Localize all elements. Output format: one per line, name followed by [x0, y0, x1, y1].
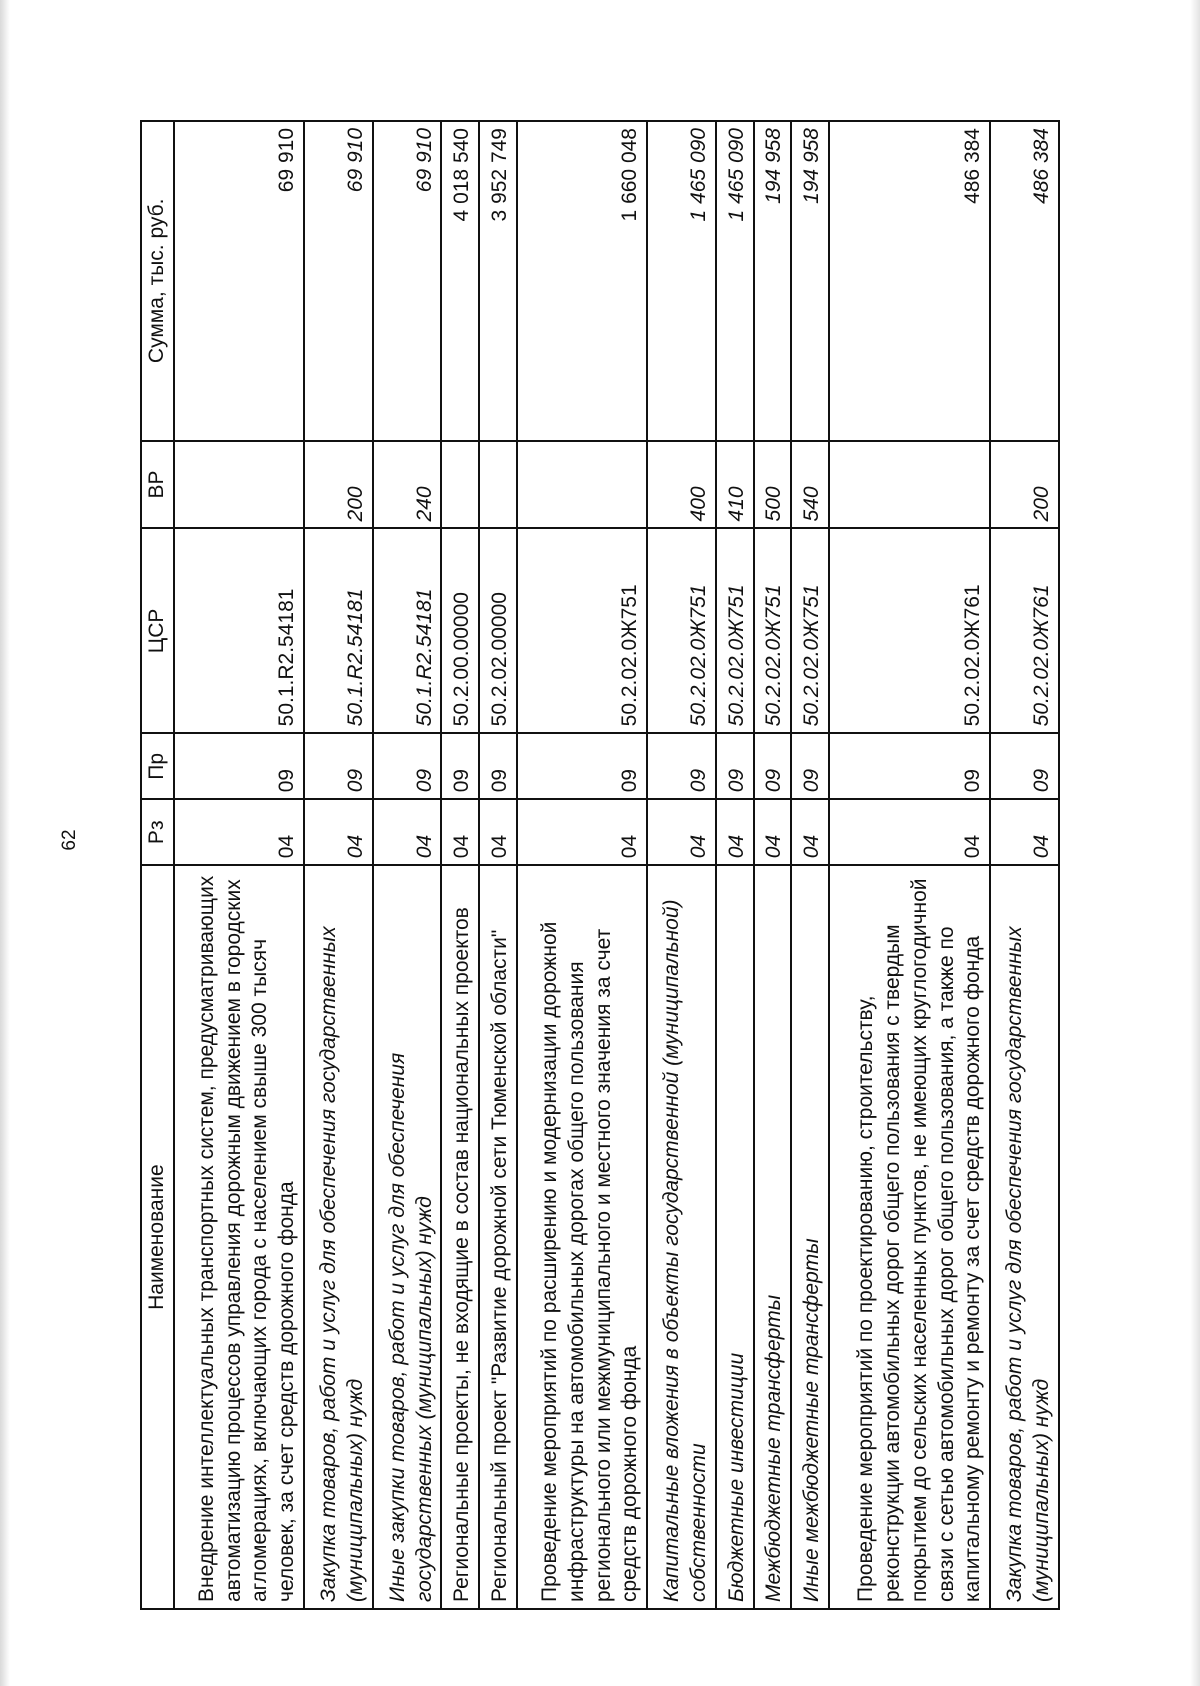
- cell-sum: 3 952 749: [479, 121, 517, 441]
- table-row: [990, 121, 1059, 1609]
- cell-name: Закупка товаров, работ и услуг для обеспечения государственных (муниципальных) нужд: [990, 865, 1059, 1609]
- cell-vr: 500: [754, 441, 792, 529]
- header-sum: Сумма, тыс. руб.: [141, 121, 174, 441]
- cell-name: Бюджетные инвестиции: [716, 865, 754, 1609]
- cell-vr: 410: [716, 441, 754, 529]
- cell-sum: 69 910: [304, 121, 373, 441]
- table-row: [716, 121, 754, 1609]
- cell-rz: 04: [304, 799, 373, 865]
- table-row: [174, 121, 304, 1609]
- cell-csr: 50.2.02.00000: [479, 528, 517, 733]
- cell-vr: [174, 441, 304, 529]
- cell-pr: 09: [304, 733, 373, 799]
- cell-sum: 1 660 048: [517, 121, 647, 441]
- table-row: [754, 121, 792, 1609]
- table-row: [373, 121, 442, 1609]
- cell-vr: 240: [373, 441, 442, 529]
- page-number: 62: [59, 829, 80, 851]
- cell-pr: 09: [441, 733, 479, 799]
- cell-vr: 540: [791, 441, 829, 529]
- cell-name: Иные закупки товаров, работ и услуг для обеспечения государственных (муниципальных) нужд: [373, 865, 442, 1609]
- cell-pr: 09: [990, 733, 1059, 799]
- cell-vr: 400: [647, 441, 716, 529]
- cell-rz: 04: [441, 799, 479, 865]
- cell-sum: 194 958: [791, 121, 829, 441]
- cell-name: Капитальные вложения в объекты государственной (муниципальной) собственности: [647, 865, 716, 1609]
- table-body: [174, 121, 1059, 1609]
- cell-sum: 1 465 090: [716, 121, 754, 441]
- cell-vr: [441, 441, 479, 529]
- table-row: [441, 121, 479, 1609]
- cell-csr: 50.2.02.0Ж751: [647, 528, 716, 733]
- cell-csr: 50.2.02.0Ж751: [754, 528, 792, 733]
- cell-name: Иные межбюджетные трансферты: [791, 865, 829, 1609]
- cell-name: Региональный проект "Развитие дорожной сети Тюменской области": [479, 865, 517, 1609]
- header-pr: Пр: [141, 733, 174, 799]
- cell-rz: 04: [990, 799, 1059, 865]
- cell-csr: 50.1.R2.54181: [174, 528, 304, 733]
- header-rz: Рз: [141, 799, 174, 865]
- table-header-row: [141, 121, 174, 1609]
- cell-sum: 69 910: [373, 121, 442, 441]
- cell-pr: 09: [829, 733, 990, 799]
- cell-sum: 194 958: [754, 121, 792, 441]
- cell-rz: 04: [716, 799, 754, 865]
- cell-sum: 69 910: [174, 121, 304, 441]
- table-row: [791, 121, 829, 1609]
- table-row: [517, 121, 647, 1609]
- cell-csr: 50.2.02.0Ж751: [716, 528, 754, 733]
- header-name: Наименование: [141, 865, 174, 1609]
- cell-sum: 486 384: [829, 121, 990, 441]
- table-row: [479, 121, 517, 1609]
- scan-edge-right: [1190, 0, 1200, 1686]
- cell-name: Проведение мероприятий по проектированию, строительству, реконструкции автомобильных дорог общего пользования с твердым покрытием до сельских населенных пунктов, не имеющих круглогодичной связи с сетью автомобильных дорог общего пользования, а также по капитальному ремонту и ремонту за счет средств дорожного фонда: [829, 865, 990, 1609]
- header-vr: ВР: [141, 441, 174, 529]
- scan-edge-left: [0, 0, 10, 1686]
- cell-vr: [829, 441, 990, 529]
- cell-name: Внедрение интеллектуальных транспортных систем, предусматривающих автоматизацию процессов управления дорожным движением в городских агломерациях, включающих города с населением свыше 300 тысяч человек, за счет средств дорожного фонда: [174, 865, 304, 1609]
- cell-rz: 04: [829, 799, 990, 865]
- table-row: [829, 121, 990, 1609]
- cell-pr: 09: [716, 733, 754, 799]
- cell-pr: 09: [373, 733, 442, 799]
- cell-pr: 09: [517, 733, 647, 799]
- cell-name: Региональные проекты, не входящие в состав национальных проектов: [441, 865, 479, 1609]
- header-csr: ЦСР: [141, 528, 174, 733]
- cell-rz: 04: [647, 799, 716, 865]
- cell-vr: 200: [304, 441, 373, 529]
- cell-rz: 04: [174, 799, 304, 865]
- cell-csr: 50.2.02.0Ж761: [990, 528, 1059, 733]
- cell-sum: 4 018 540: [441, 121, 479, 441]
- rotated-page-content: [140, 120, 1060, 1610]
- cell-vr: [479, 441, 517, 529]
- cell-vr: 200: [990, 441, 1059, 529]
- cell-pr: 09: [647, 733, 716, 799]
- table-row: [304, 121, 373, 1609]
- cell-pr: 09: [174, 733, 304, 799]
- table-row: [647, 121, 716, 1609]
- cell-pr: 09: [754, 733, 792, 799]
- cell-sum: 1 465 090: [647, 121, 716, 441]
- cell-name: Закупка товаров, работ и услуг для обеспечения государственных (муниципальных) нужд: [304, 865, 373, 1609]
- cell-name: Проведение мероприятий по расширению и модернизации дорожной инфраструктуры на автомобильных дорогах общего пользования регионального или межмуниципального и местного значения за счет средств дорожного фонда: [517, 865, 647, 1609]
- cell-csr: 50.2.00.00000: [441, 528, 479, 733]
- cell-csr: 50.2.02.0Ж751: [791, 528, 829, 733]
- cell-rz: 04: [517, 799, 647, 865]
- cell-csr: 50.1.R2.54181: [373, 528, 442, 733]
- cell-vr: [517, 441, 647, 529]
- cell-csr: 50.1.R2.54181: [304, 528, 373, 733]
- cell-rz: 04: [373, 799, 442, 865]
- cell-pr: 09: [791, 733, 829, 799]
- budget-table: [140, 120, 1060, 1610]
- cell-sum: 486 384: [990, 121, 1059, 441]
- cell-rz: 04: [479, 799, 517, 865]
- cell-rz: 04: [791, 799, 829, 865]
- cell-name: Межбюджетные трансферты: [754, 865, 792, 1609]
- cell-rz: 04: [754, 799, 792, 865]
- cell-csr: 50.2.02.0Ж751: [517, 528, 647, 733]
- cell-csr: 50.2.02.0Ж761: [829, 528, 990, 733]
- cell-pr: 09: [479, 733, 517, 799]
